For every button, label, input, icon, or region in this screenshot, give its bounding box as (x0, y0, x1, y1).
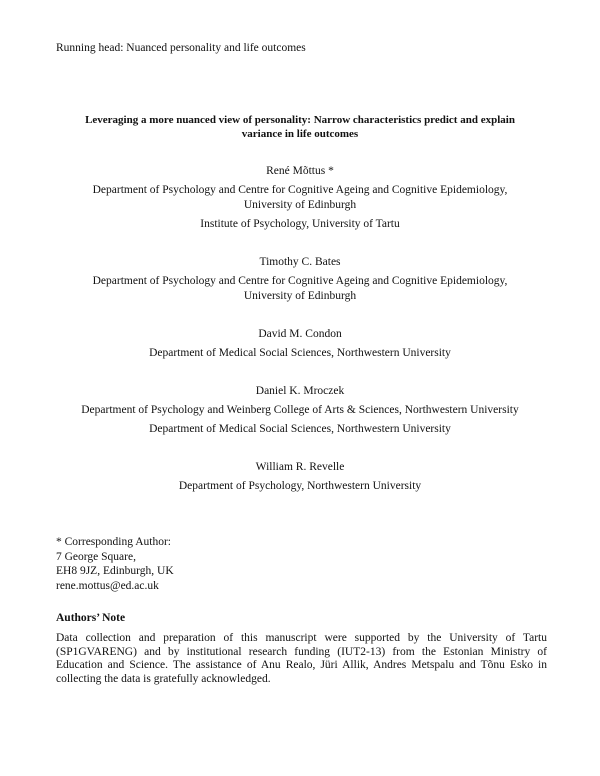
corresponding-label: * Corresponding Author: (56, 536, 171, 548)
authors-note-line: (SP1GVARENG) and by institutional research funding (IUT2-13) from the Estonian Ministry of (56, 645, 547, 658)
running-head: Running head: Nuanced personality and life outcomes (56, 42, 306, 54)
author-name: Timothy C. Bates (259, 256, 341, 268)
affiliation-line: Department of Medical Social Sciences, Northwestern University (149, 347, 451, 359)
paper-title-line: variance in life outcomes (241, 128, 359, 140)
author-affiliation (40, 346, 560, 361)
author-name: Daniel K. Mroczek (255, 385, 345, 397)
author-block (40, 255, 560, 304)
affiliation-line: Department of Psychology and Centre for Cognitive Ageing and Cognitive Epidemiology, (92, 184, 508, 196)
address-line: EH8 9JZ, Edinburgh, UK (56, 565, 174, 577)
author-affiliation (40, 403, 560, 418)
paper-title (60, 113, 540, 141)
author-block (40, 327, 560, 361)
authors-note-line: Data collection and preparation of this manuscript were supported by the University of Tartu (56, 632, 547, 644)
authors-note-line: Education and Science. The assistance of Anu Realo, Jüri Allik, Andres Metspalu and Tõnu Esko in (56, 659, 547, 671)
authors-note-body (56, 632, 547, 686)
author-affiliation (40, 274, 560, 304)
author-affiliation (40, 183, 560, 213)
author-list (40, 164, 560, 498)
affiliation-line: University of Edinburgh (243, 199, 357, 211)
affiliation-line: Institute of Psychology, University of Tartu (200, 218, 400, 230)
paper-title-line: Leveraging a more nuanced view of personality: Narrow characteristics predict and explain (85, 114, 515, 126)
author-name: David M. Condon (258, 328, 342, 340)
affiliation-line: Department of Medical Social Sciences, Northwestern University (149, 423, 451, 435)
corresponding-email: rene.mottus@ed.ac.uk (56, 579, 159, 592)
affiliation-line: Department of Psychology and Weinberg College of Arts & Sciences, Northwestern University (81, 404, 519, 416)
author-affiliation (40, 217, 560, 232)
author-name: William R. Revelle (255, 461, 345, 473)
affiliation-line: University of Edinburgh (243, 290, 357, 302)
author-block (40, 460, 560, 494)
authors-note-line: collecting the data is gratefully acknowledged. (56, 672, 271, 685)
author-affiliation (40, 422, 560, 437)
authors-note-heading: Authors’ Note (56, 612, 126, 624)
corresponding-author (56, 535, 174, 593)
author-block (40, 164, 560, 232)
affiliation-line: Department of Psychology, Northwestern University (178, 480, 422, 492)
address-line: 7 George Square, (56, 550, 136, 563)
author-block (40, 384, 560, 437)
author-name: René Mõttus * (266, 165, 334, 177)
author-affiliation (40, 479, 560, 494)
affiliation-line: Department of Psychology and Centre for Cognitive Ageing and Cognitive Epidemiology, (92, 275, 508, 287)
